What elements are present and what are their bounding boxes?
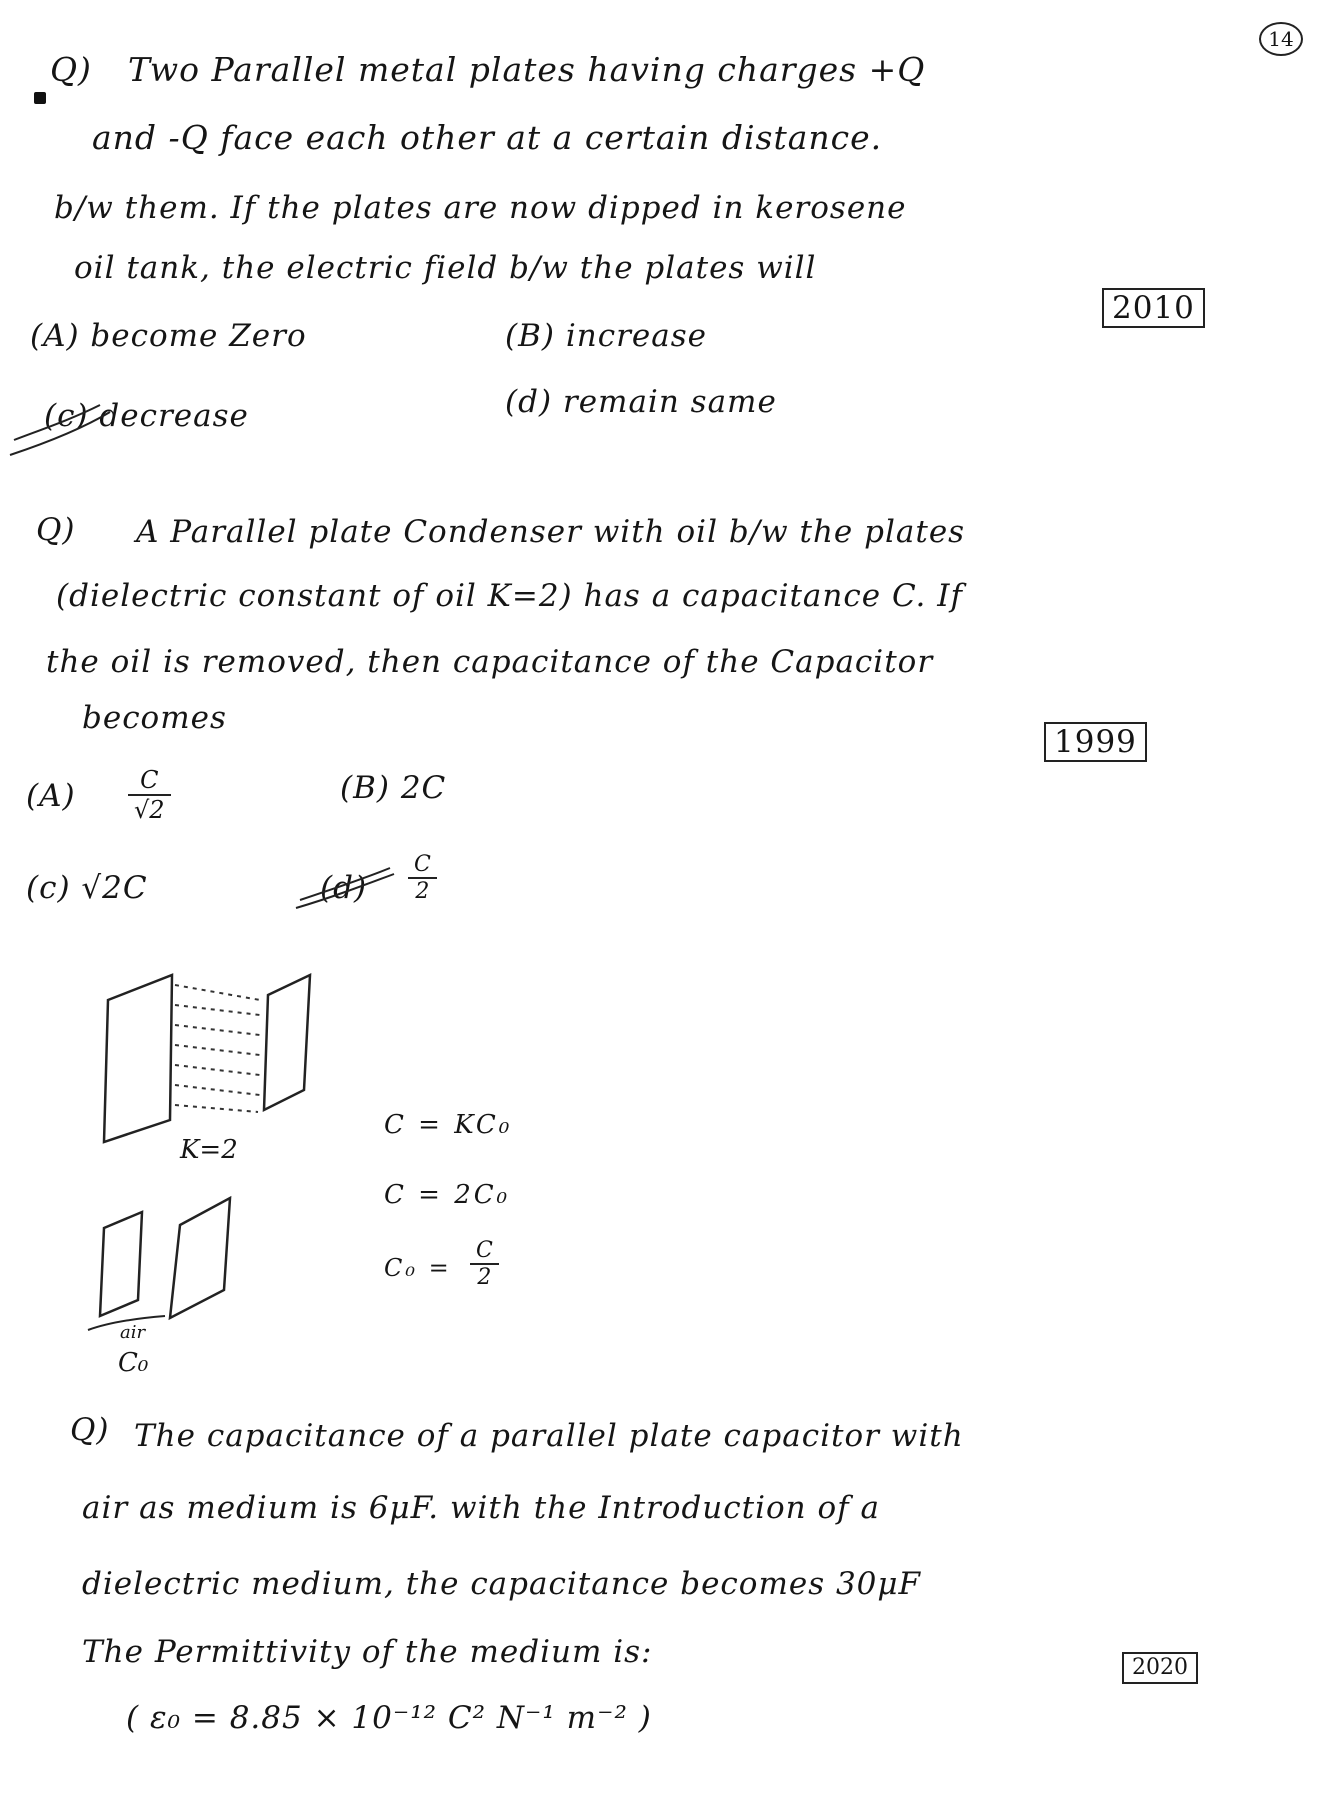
q1-line-4: oil tank, the electric field b/w the plates will <box>74 250 817 286</box>
equation-3-fraction <box>470 1238 499 1290</box>
page-number: 14 <box>1259 22 1303 56</box>
right-plate-with-oil <box>264 975 310 1110</box>
q2-line-4: becomes <box>82 700 227 736</box>
q2-option-d-numerator: C <box>408 852 437 879</box>
equation-3-numerator: C <box>470 1238 499 1265</box>
q3-line-3: dielectric medium, the capacitance becomes 30μF <box>82 1566 922 1602</box>
q2-year-badge: 1999 <box>1044 722 1147 762</box>
q2-option-d-denominator: 2 <box>415 879 430 904</box>
q1-line-1: Two Parallel metal plates having charges +Q <box>128 50 926 89</box>
q1-year-badge: 2010 <box>1102 288 1205 328</box>
q3-year-badge: 2020 <box>1122 1652 1198 1684</box>
dielectric-hatching <box>175 985 260 1112</box>
q2-option-a-denominator: √2 <box>134 796 165 824</box>
q2-option-b: (B) 2C <box>340 770 447 806</box>
right-plate-air <box>170 1198 230 1318</box>
q1-option-b: (B) increase <box>505 318 707 354</box>
q1-option-a: (A) become Zero <box>30 318 307 354</box>
q3-line-1: The capacitance of a parallel plate capacitor with <box>134 1418 964 1454</box>
q3-marker: Q) <box>70 1412 110 1448</box>
q1-answer-tick-mark <box>10 405 110 455</box>
q2-option-a-numerator: C <box>128 766 171 796</box>
q2-line-3: the oil is removed, then capacitance of the Capacitor <box>46 644 934 680</box>
equation-3-denominator: 2 <box>477 1265 492 1290</box>
q3-line-5: ( ε₀ = 8.85 × 10⁻¹² C² N⁻¹ m⁻² ) <box>126 1700 652 1736</box>
q2-option-d-label: (d) <box>320 870 368 906</box>
q2-marker: Q) <box>36 512 76 548</box>
q3-line-2: air as medium is 6μF. with the Introduction of a <box>82 1490 880 1526</box>
q1-option-d: (d) remain same <box>505 384 777 420</box>
q2-option-a-label: (A) <box>26 778 76 814</box>
fig-c0-label: C₀ <box>118 1348 149 1378</box>
equation-2: C = 2C₀ <box>384 1180 511 1210</box>
q2-line-2: (dielectric constant of oil K=2) has a capacitance C. If <box>56 578 963 614</box>
q1-marker: Q) <box>50 50 92 89</box>
left-plate-with-oil <box>104 975 172 1142</box>
fig-k-label: K=2 <box>180 1135 238 1165</box>
q2-line-1: A Parallel plate Condenser with oil b/w the plates <box>136 514 966 550</box>
q3-line-4: The Permittivity of the medium is: <box>82 1634 653 1670</box>
fig-air-label: air <box>120 1322 146 1343</box>
q2-option-c: (c) √2C <box>26 870 148 906</box>
equation-1: C = KC₀ <box>384 1110 513 1140</box>
q1-line-3: b/w them. If the plates are now dipped in kerosene <box>54 190 907 226</box>
q1-line-2: and -Q face each other at a certain distance. <box>92 118 883 157</box>
left-plate-air <box>100 1212 142 1316</box>
equation-3-lhs: C₀ = <box>384 1254 452 1282</box>
q2-answer-tick-mark <box>296 868 394 908</box>
q1-option-c: (c) decrease <box>44 398 249 434</box>
